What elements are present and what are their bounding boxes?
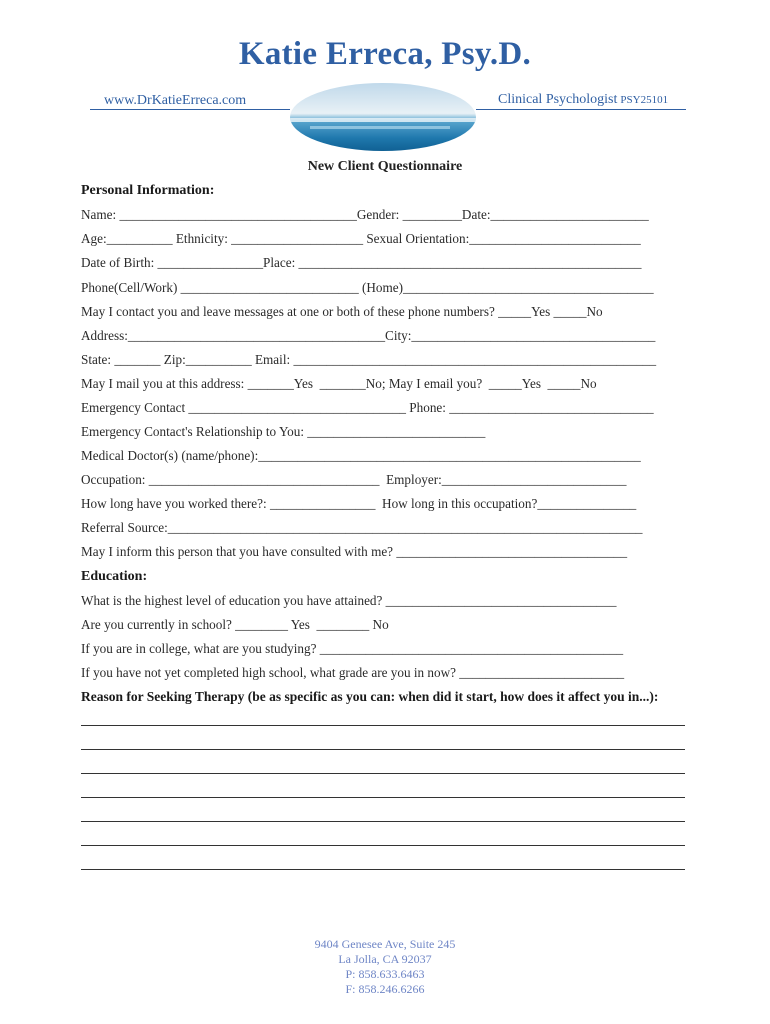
form-line-college-study[interactable]: If you are in college, what are you studying? ______________________________________________ xyxy=(81,641,624,656)
reason-answer-line[interactable] xyxy=(81,869,685,870)
form-line-inform-referral[interactable]: May I inform this person that you have consulted with me? ___________________________________ xyxy=(81,544,628,559)
footer-fax: F: 858.246.6266 xyxy=(345,982,425,996)
website-link[interactable]: www.DrKatieErreca.com xyxy=(104,93,247,108)
form-line-phone[interactable]: Phone(Cell/Work) ___________________________ (Home)______________________________________ xyxy=(81,280,654,295)
form-line-state[interactable]: State: _______ Zip:__________ Email: _______________________________________________________ xyxy=(81,352,657,367)
reason-answer-line[interactable] xyxy=(81,773,685,774)
section-heading-education: Education: xyxy=(81,569,148,584)
form-line-address[interactable]: Address:_______________________________________City:_____________________________________ xyxy=(81,328,656,343)
form-line-emergency-relationship[interactable]: Emergency Contact's Relationship to You: ___________________________ xyxy=(81,424,486,439)
reason-answer-line[interactable] xyxy=(81,821,685,822)
form-line-work-duration[interactable]: How long have you worked there?: ________________ How long in this occupation?_______________ xyxy=(81,496,637,511)
letterhead-name: Katie Erreca, Psy.D. xyxy=(238,36,532,72)
form-line-birth[interactable]: Date of Birth: ________________Place: ____________________________________________________ xyxy=(81,255,642,270)
license-number: PSY25101 xyxy=(620,94,669,106)
form-line-mail-permission[interactable]: May I mail you at this address: _______Yes _______No; May I email you? _____Yes _____No xyxy=(81,376,597,391)
reason-answer-line[interactable] xyxy=(81,797,685,798)
form-line-name[interactable]: Name: ____________________________________Gender: _________Date:________________________ xyxy=(81,207,649,222)
footer-contact xyxy=(0,937,770,997)
form-line-high-school-grade[interactable]: If you have not yet completed high school, what grade are you in now? _________________________ xyxy=(81,665,625,680)
letterhead-rule-right xyxy=(476,109,686,110)
letterhead-rule-left xyxy=(90,109,290,110)
document-title: New Client Questionnaire xyxy=(307,159,463,174)
form-line-age[interactable]: Age:__________ Ethnicity: ____________________ Sexual Orientation:__________________________ xyxy=(81,231,641,246)
section-heading-reason: Reason for Seeking Therapy (be as specific as you can: when did it start, how does it affect you in...): xyxy=(81,689,659,704)
form-line-in-school[interactable]: Are you currently in school? ________ Yes ________ No xyxy=(81,617,389,632)
form-line-emergency-contact[interactable]: Emergency Contact _________________________________ Phone: _______________________________ xyxy=(81,400,654,415)
reason-answer-line[interactable] xyxy=(81,749,685,750)
credential xyxy=(498,92,668,108)
section-heading-personal: Personal Information: xyxy=(81,183,215,198)
footer-phone: P: 858.633.6463 xyxy=(345,967,425,981)
credential-title: Clinical Psychologist xyxy=(498,92,618,107)
form-line-occupation[interactable]: Occupation: ___________________________________ Employer:____________________________ xyxy=(81,472,627,487)
footer-address-city: La Jolla, CA 92037 xyxy=(338,952,432,966)
form-line-referral[interactable]: Referral Source:________________________________________________________________________ xyxy=(81,520,643,535)
ocean-photo xyxy=(290,82,476,152)
form-line-contact-permission[interactable]: May I contact you and leave messages at one or both of these phone numbers? _____Yes _____No xyxy=(81,304,603,319)
form-line-medical-doctor[interactable]: Medical Doctor(s) (name/phone):__________________________________________________________ xyxy=(81,448,641,463)
reason-answer-line[interactable] xyxy=(81,725,685,726)
reason-answer-line[interactable] xyxy=(81,845,685,846)
form-line-education-level[interactable]: What is the highest level of education you have attained? ___________________________________ xyxy=(81,593,617,608)
footer-address-street: 9404 Genesee Ave, Suite 245 xyxy=(314,937,456,951)
